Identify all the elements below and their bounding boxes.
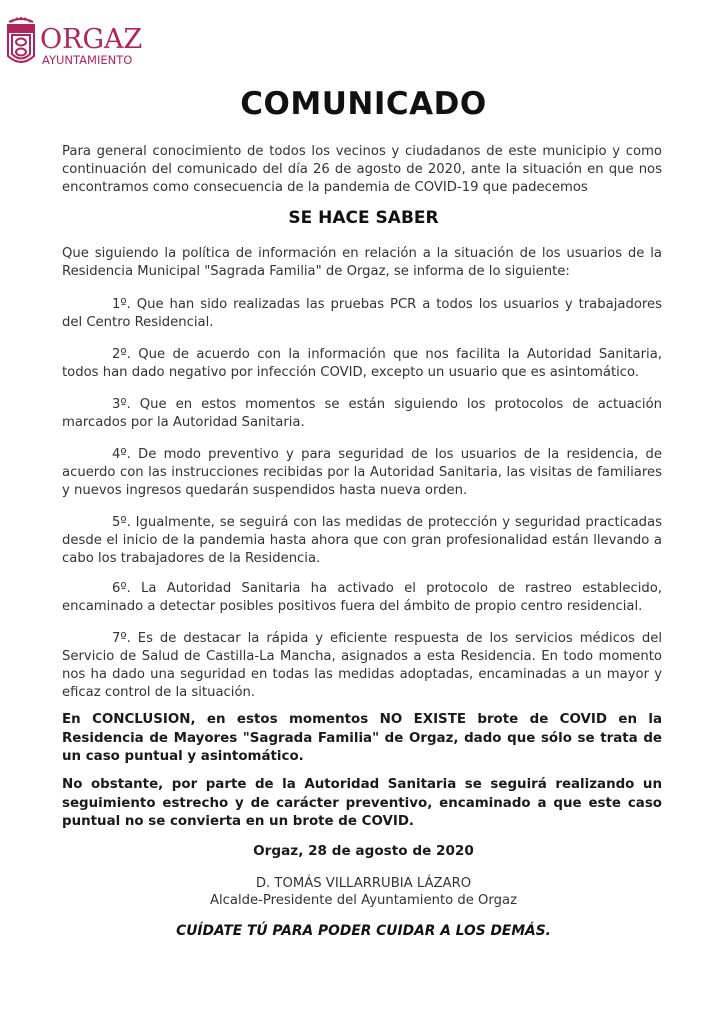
logo-subtitle: AYUNTAMIENTO — [42, 53, 133, 67]
document-title: COMUNICADO — [240, 86, 487, 122]
date-line: Orgaz, 28 de agosto de 2020 — [253, 843, 474, 859]
motto: CUÍDATE TÚ PARA PODER CUIDAR A LOS DEMÁS. — [176, 923, 551, 939]
conclusion-paragraph: En CONCLUSION, en estos momentos NO EXISTE brote de COVID en la Residencia de Mayores "Sagrada Familia" de Orgaz, dado que sólo se trata de un caso puntual y asintomático. — [62, 712, 662, 764]
followup-paragraph: No obstante, por parte de la Autoridad Sanitaria se seguirá realizando un seguimiento estrecho y de carácter preventivo, encaminado a que este caso puntual no se convierta en un brote de COVID. — [62, 777, 662, 829]
orgaz-logo — [4, 12, 174, 72]
point-3: 3º. Que en estos momentos se están siguiendo los protocolos de actuación marcados por la Autoridad Sanitaria. — [62, 397, 662, 430]
intro-paragraph: Para general conocimiento de todos los vecinos y ciudadanos de este municipio y como continuación del comunicado del día 26 de agosto de 2020, ante la situación en que nos encontramos como consecuencia de la pandemia de COVID-19 que padecemos — [62, 144, 662, 195]
point-6: 6º. La Autoridad Sanitaria ha activado el protocolo de rastreo establecido, encaminado a detectar posibles positivos fuera del ámbito de propio centro residencial. — [62, 581, 662, 614]
logo-name: ORGAZ — [40, 24, 143, 55]
point-7: 7º. Es de destacar la rápida y eficiente respuesta de los servicios médicos del Servicio de Salud de Castilla-La Mancha, asignados a esta Residencia. En todo momento nos ha dado una seguridad en todas las medidas adoptadas, encaminadas a un mayor y eficaz control de la situación. — [62, 631, 662, 700]
point-2: 2º. Que de acuerdo con la información que nos facilita la Autoridad Sanitaria, todos han dado negativo por infección COVID, excepto un usuario que es asintomático. — [62, 347, 662, 380]
point-5: 5º. Igualmente, se seguirá con las medidas de protección y seguridad practicadas desde el inicio de la pandemia hasta ahora que con gran profesionalidad están llevando a cabo los trabajadores de la Residencia. — [62, 515, 662, 566]
signer-name: D. TOMÁS VILLARRUBIA LÁZARO — [255, 876, 472, 891]
signer-role: Alcalde-Presidente del Ayuntamiento de Orgaz — [209, 893, 517, 908]
point-4: 4º. De modo preventivo y para seguridad de los usuarios de la residencia, de acuerdo con las instrucciones recibidas por la Autoridad Sanitaria, las visitas de familiares y nuevos ingresos quedarán suspendidos hasta nueva orden. — [62, 447, 662, 498]
lead-paragraph: Que siguiendo la política de información en relación a la situación de los usuarios de la Residencia Municipal "Sagrada Familia" de Orgaz, se informa de lo siguiente: — [62, 246, 662, 279]
point-1: 1º. Que han sido realizadas las pruebas PCR a todos los usuarios y trabajadores del Centro Residencial. — [62, 297, 662, 330]
coat-of-arms-icon — [4, 12, 38, 70]
section-heading: SE HACE SABER — [288, 208, 439, 228]
